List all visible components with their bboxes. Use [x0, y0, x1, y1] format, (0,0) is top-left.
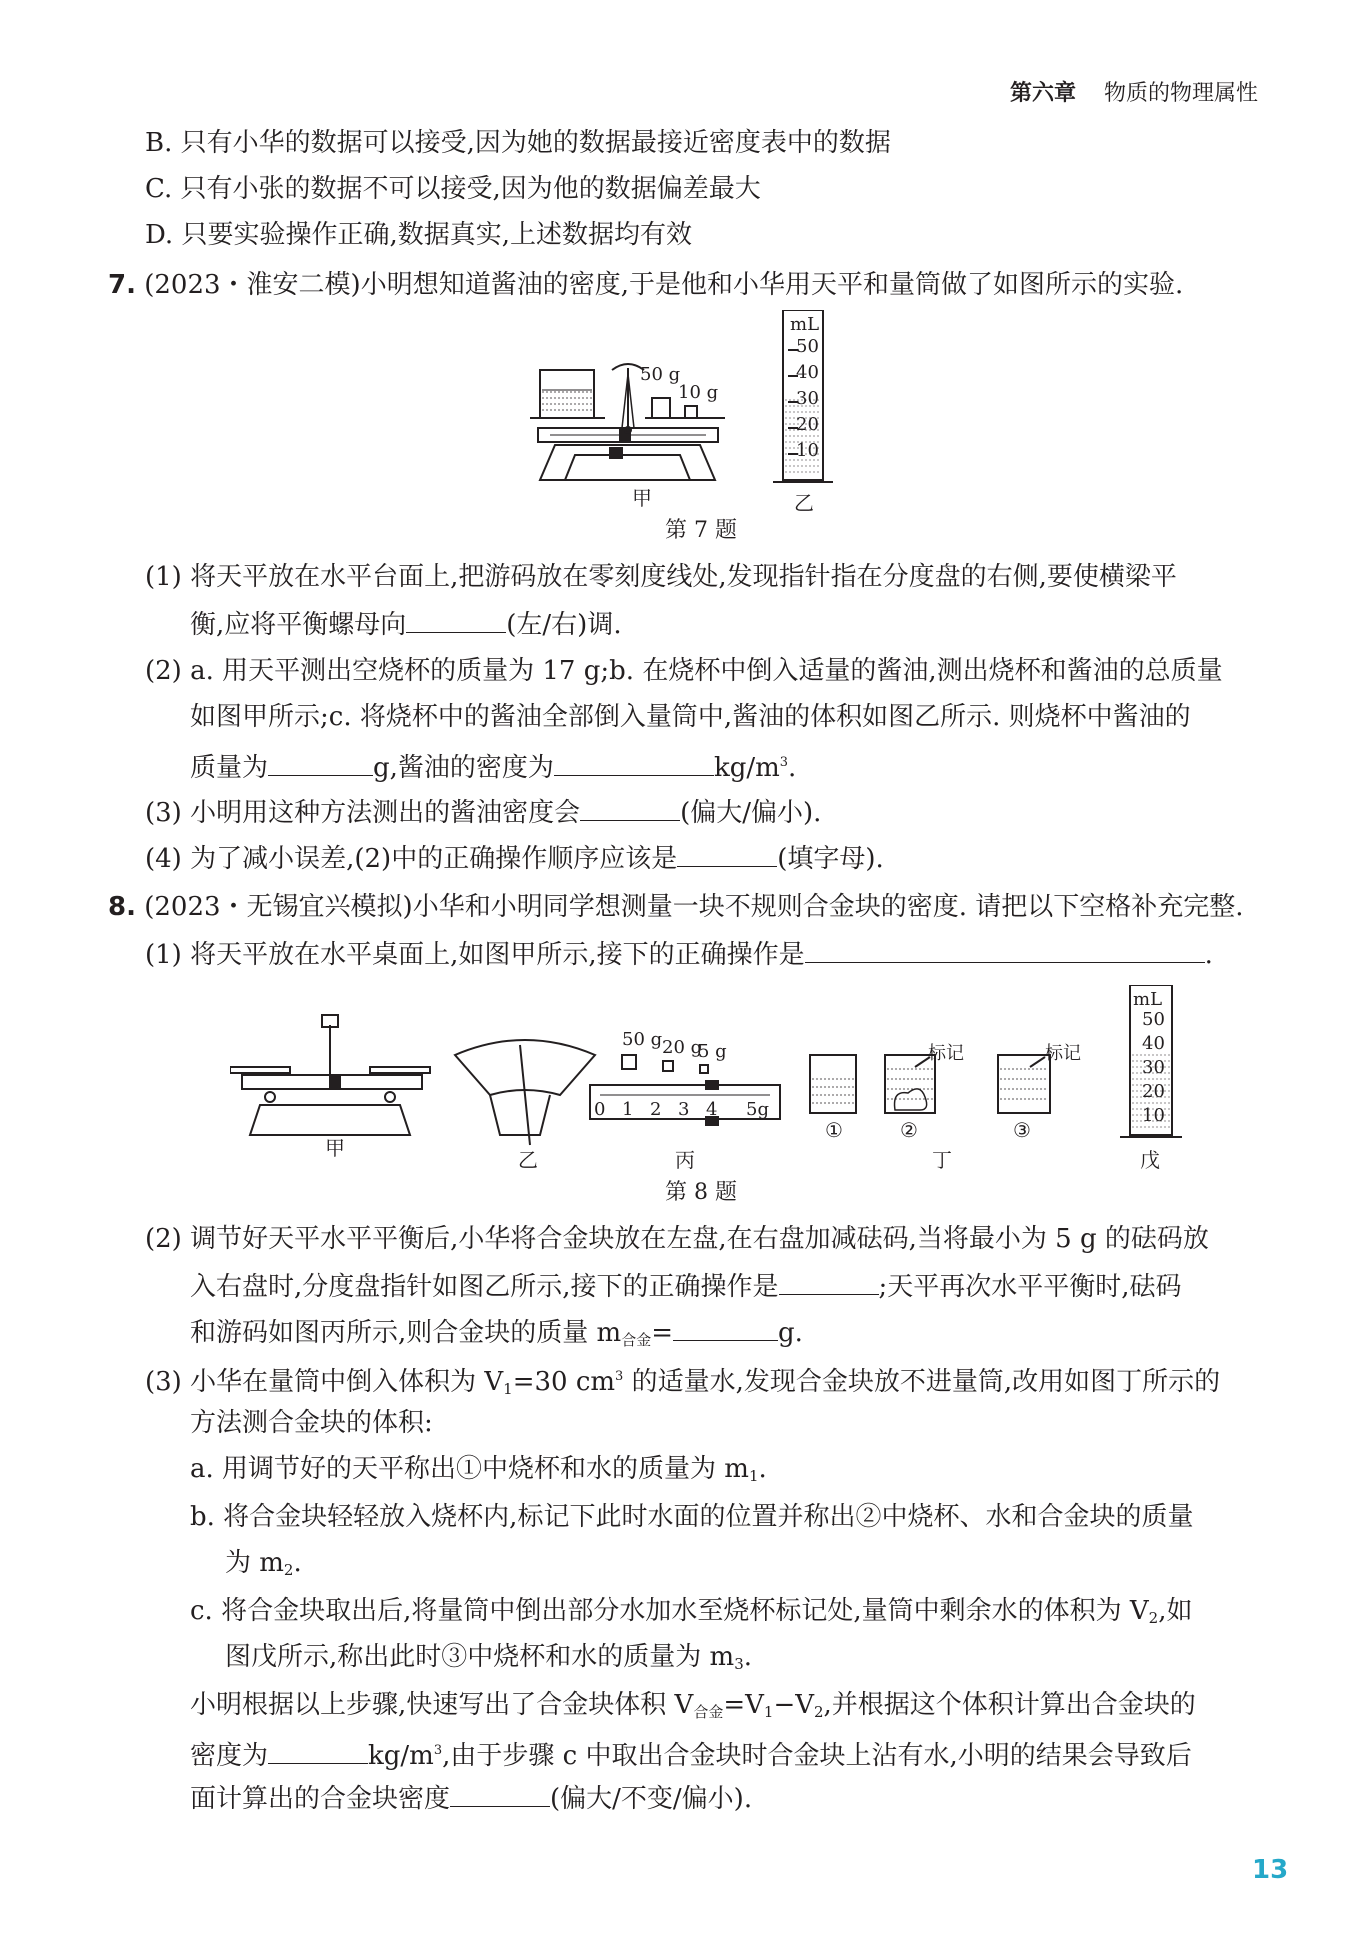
text: ;天平再次水平平衡时,砝码 [878, 1272, 1182, 1302]
text: . [758, 1454, 767, 1484]
subscript: 1 [503, 1380, 513, 1398]
q8-step-a [190, 1452, 767, 1493]
text: 衡,应将平衡螺母向 [190, 610, 407, 640]
figure-8-caption: 第 8 题 [665, 1180, 737, 1205]
subscript: 1 [748, 1467, 759, 1485]
cyl-tick-40: 40 [796, 362, 819, 383]
option-c: C. 只有小张的数据不可以接受,因为他的数据偏差最大 [145, 174, 761, 204]
text: =V [723, 1690, 764, 1720]
q7-part3 [145, 794, 821, 830]
cyl8-tick-50: 50 [1142, 1009, 1165, 1030]
text: (填字母). [777, 844, 884, 874]
chapter-number: 第六章 [1010, 81, 1077, 106]
weight-20g: 20 g [662, 1037, 703, 1058]
text: . [743, 1642, 752, 1672]
subscript: 合金 [693, 1703, 724, 1721]
superscript: 3 [779, 755, 789, 770]
dial-yi [455, 1040, 595, 1145]
superscript: 3 [433, 1743, 443, 1758]
text: = [651, 1318, 673, 1348]
label-circle-1: ① [825, 1118, 843, 1142]
figure-7-caption: 第 7 题 [665, 518, 737, 543]
cyl8-tick-10: 10 [1142, 1105, 1165, 1126]
cyl8-tick-20: 20 [1142, 1081, 1165, 1102]
q8-part2-a: (2) 调节好天平水平平衡后,小华将合金块放在左盘,在右盘加减砝码,当将最小为 5 g 的砝码放 [145, 1224, 1209, 1254]
answer-blank[interactable] [554, 749, 714, 776]
scale-5g: 5g [746, 1099, 769, 1120]
subscript: 合金 [621, 1331, 652, 1349]
answer-blank[interactable] [673, 1314, 778, 1341]
text: 小明根据以上步骤,快速写出了合金块体积 V [190, 1690, 694, 1720]
answer-blank[interactable] [450, 1780, 550, 1807]
label-ding: 丁 [932, 1148, 952, 1172]
text: 质量为 [190, 753, 269, 783]
answer-blank[interactable] [406, 606, 506, 633]
subscript: 1 [763, 1703, 774, 1721]
q8-step-c1 [190, 1594, 1192, 1635]
chapter-header [1010, 76, 1258, 107]
text: g,酱油的密度为 [373, 753, 554, 783]
answer-blank[interactable] [580, 794, 680, 821]
text: 图戊所示,称出此时③中烧杯和水的质量为 m [225, 1642, 735, 1672]
option-d: D. 只要实验操作正确,数据真实,上述数据均有效 [145, 220, 692, 250]
subscript: 2 [1148, 1609, 1159, 1627]
scale-3: 3 [678, 1099, 690, 1120]
option-b: B. 只有小华的数据可以接受,因为她的数据最接近密度表中的数据 [145, 128, 891, 158]
q8-end-2 [190, 1734, 1192, 1773]
text: (4) 为了减小误差,(2)中的正确操作顺序应该是 [145, 844, 678, 874]
balance-jia-8 [230, 1015, 430, 1135]
q8-end-1 [190, 1688, 1196, 1729]
q8-stem [108, 890, 1244, 924]
superscript: 3 [615, 1369, 624, 1384]
page-number: 13 [1252, 1855, 1289, 1885]
answer-blank[interactable] [268, 1737, 368, 1764]
q8-text: (2023・无锡宜兴模拟)小华和小明同学想测量一块不规则合金块的密度. 请把以下空格补充完整. [144, 892, 1244, 922]
text: 和游码如图丙所示,则合金块的质量 m [190, 1318, 622, 1348]
q8-part2-c [190, 1314, 803, 1357]
q7-part4 [145, 840, 884, 876]
label-jia-8: 甲 [325, 1136, 345, 1160]
cyl-tick-20: 20 [796, 414, 819, 435]
text: (左/右)调. [506, 610, 622, 640]
text: ,并根据这个体积计算出合金块的 [823, 1690, 1196, 1720]
cyl8-unit: mL [1133, 989, 1163, 1010]
text: ,如 [1158, 1596, 1193, 1626]
subscript: 2 [814, 1703, 824, 1721]
text: ,由于步骤 c 中取出合金块时合金块上沾有水,小明的结果会导致后 [442, 1741, 1192, 1771]
chapter-title: 物质的物理属性 [1104, 81, 1259, 106]
q7-part1-b [190, 606, 622, 642]
q8-part3-a [145, 1360, 1220, 1406]
q8-step-c2 [225, 1640, 752, 1681]
text: (3) 小华在量筒中倒入体积为 V [145, 1367, 504, 1397]
q7-part2-c [190, 746, 796, 785]
scale-0: 0 [594, 1099, 606, 1120]
figure-7 [510, 310, 930, 540]
answer-blank[interactable] [268, 749, 373, 776]
text: . [1204, 940, 1213, 970]
weight-10g-label: 10 g [678, 382, 719, 403]
q7-stem [108, 268, 1183, 302]
answer-blank[interactable] [779, 1268, 879, 1295]
label-yi-8: 乙 [518, 1148, 538, 1172]
q7-part2-a: (2) a. 用天平测出空烧杯的质量为 17 g;b. 在烧杯中倒入适量的酱油,测出烧杯和酱油的总质量 [145, 656, 1223, 686]
text: (3) 小明用这种方法测出的酱油密度会 [145, 798, 581, 828]
label-bing: 丙 [675, 1148, 695, 1172]
text: 密度为 [190, 1741, 269, 1771]
subscript: 3 [734, 1655, 744, 1673]
text: a. 用调节好的天平称出①中烧杯和水的质量为 m [190, 1454, 749, 1484]
text: =30 cm [512, 1367, 616, 1397]
weight-5g: 5 g [698, 1041, 727, 1062]
text: −V [773, 1690, 814, 1720]
text: 的适量水,发现合金块放不进量筒,改用如图丁所示的 [623, 1367, 1221, 1397]
q8-number: 8. [108, 892, 136, 922]
q8-end-3 [190, 1780, 752, 1816]
text: (偏大/不变/偏小). [550, 1784, 753, 1814]
q8-part2-b [190, 1268, 1182, 1304]
q8-step-b1: b. 将合金块轻轻放入烧杯内,标记下此时水面的位置并称出②中烧杯、水和合金块的质量 [190, 1502, 1194, 1532]
text: (1) 将天平放在水平桌面上,如图甲所示,接下的正确操作是 [145, 940, 805, 970]
label-jia: 甲 [632, 486, 652, 510]
mark-label-3: 标记 [1045, 1043, 1081, 1064]
scale-4: 4 [706, 1099, 718, 1120]
text: . [293, 1548, 302, 1578]
answer-blank[interactable] [677, 840, 777, 867]
mark-label-2: 标记 [928, 1043, 964, 1064]
label-wu: 戊 [1140, 1148, 1160, 1172]
q7-text: (2023・淮安二模)小明想知道酱油的密度,于是他和小华用天平和量筒做了如图所示的实验. [144, 270, 1184, 300]
text: . [788, 753, 797, 783]
text: 面计算出的合金块密度 [190, 1784, 451, 1814]
text: (偏大/偏小). [680, 798, 822, 828]
scale-2: 2 [650, 1099, 662, 1120]
figure-8 [230, 985, 1190, 1175]
q8-part3-b: 方法测合金块的体积: [190, 1408, 433, 1438]
weight-50g: 50 g [622, 1029, 663, 1050]
q7-part1-a: (1) 将天平放在水平台面上,把游码放在零刻度线处,发现指针指在分度盘的右侧,要使横梁平 [145, 562, 1177, 592]
scale-1: 1 [622, 1099, 634, 1120]
text: c. 将合金块取出后,将量筒中倒出部分水加水至烧杯标记处,量筒中剩余水的体积为 V [190, 1596, 1149, 1626]
label-circle-3: ③ [1013, 1118, 1031, 1142]
cyl-unit: mL [790, 314, 820, 335]
text: 为 m [225, 1548, 284, 1578]
q7-number: 7. [108, 270, 136, 300]
cyl8-tick-40: 40 [1142, 1033, 1165, 1054]
cyl8-tick-30: 30 [1142, 1057, 1165, 1078]
label-yi: 乙 [794, 491, 814, 515]
label-circle-2: ② [900, 1118, 918, 1142]
q8-part1 [145, 936, 1213, 972]
subscript: 2 [283, 1561, 294, 1579]
answer-blank[interactable] [805, 936, 1205, 963]
q8-step-b2 [225, 1546, 302, 1587]
weight-50g-label: 50 g [640, 364, 681, 385]
cyl-tick-50: 50 [796, 336, 819, 357]
cyl-tick-30: 30 [796, 388, 819, 409]
q7-part2-b: 如图甲所示;c. 将烧杯中的酱油全部倒入量筒中,酱油的体积如图乙所示. 则烧杯中酱油的 [190, 702, 1191, 732]
text: 入右盘时,分度盘指针如图乙所示,接下的正确操作是 [190, 1272, 779, 1302]
text: kg/m [713, 753, 780, 783]
text: kg/m [368, 1741, 434, 1771]
text: g. [778, 1318, 803, 1348]
cyl-tick-10: 10 [796, 440, 819, 461]
